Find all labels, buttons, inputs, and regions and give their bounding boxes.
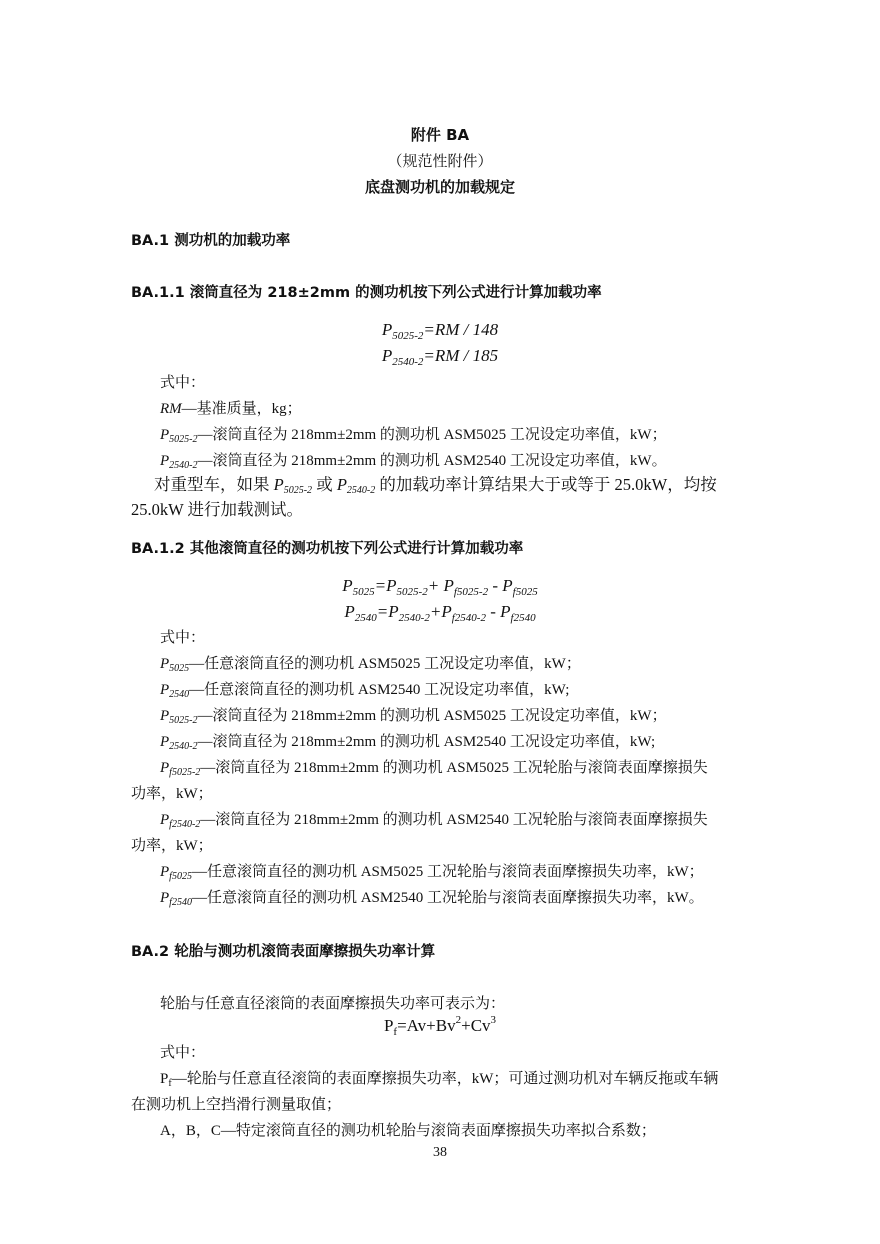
def-p5025-2 xyxy=(160,706,667,726)
def-symbol: P xyxy=(160,453,170,469)
ba2-intro: 轮胎与任意直径滚筒的表面摩擦损失功率可表示为： xyxy=(160,996,506,1012)
page-number: 38 xyxy=(433,1145,447,1160)
def-symbol: P xyxy=(160,656,170,672)
formula-op: = xyxy=(376,602,389,621)
def-p5025 xyxy=(160,654,581,674)
def-text: —基准质量，kg； xyxy=(181,401,302,417)
def-subscript: 5025-2 xyxy=(169,434,198,445)
formula-p5025-2 xyxy=(0,320,880,340)
formula-symbol: P xyxy=(342,576,353,595)
def-text: —滚筒直径为 218mm±2mm 的测功机 ASM5025 工况设定功率值，kW； xyxy=(197,427,667,443)
formula-subscript: 5025 xyxy=(352,586,375,598)
note-text: 对重型车，如果 xyxy=(154,475,274,494)
formula-subscript: f5025 xyxy=(512,586,538,598)
def-pf xyxy=(160,1069,718,1089)
section-ba1-title: BA.1 测功机的加载功率 xyxy=(131,233,291,249)
def-pf5025-2 xyxy=(160,758,708,778)
section-ba11-title: BA.1.1 滚筒直径为 218±2mm 的测功机按下列公式进行计算加载功率 xyxy=(131,285,602,301)
formula-symbol: P xyxy=(344,602,355,621)
heavy-vehicle-note xyxy=(154,475,717,495)
formula-op: + xyxy=(427,576,444,595)
formula-op: - xyxy=(488,576,503,595)
def-subscript: f2540 xyxy=(169,897,192,908)
def-text: —滚筒直径为 218mm±2mm 的测功机 ASM2540 工况设定功率值，kW; xyxy=(197,734,656,750)
formula-p5025 xyxy=(0,576,880,596)
section-ba2-title: BA.2 轮胎与测功机滚筒表面摩擦损失功率计算 xyxy=(131,944,436,960)
formula-symbol: P xyxy=(386,576,397,595)
def-abc: A，B，C—特定滚筒直径的测功机轮胎与滚筒表面摩擦损失功率拟合系数； xyxy=(160,1123,656,1139)
formula-symbol: P xyxy=(500,602,511,621)
formula-rhs: =Av+Bv xyxy=(397,1016,456,1035)
note-symbol: P xyxy=(273,475,284,494)
def-subscript: f5025-2 xyxy=(169,767,201,778)
def-symbol: P xyxy=(160,682,170,698)
def-rm xyxy=(160,399,302,419)
def-text: —任意滚筒直径的测功机 ASM5025 工况轮胎与滚筒表面摩擦损失功率，kW； xyxy=(191,864,704,880)
formula-rhs: =RM / 148 xyxy=(423,320,499,339)
formula-subscript: f xyxy=(393,1026,398,1038)
formula-subscript: 5025-2 xyxy=(396,586,428,598)
section-ba12-title: BA.1.2 其他滚筒直径的测功机按下列公式进行计算加载功率 xyxy=(131,541,524,557)
formula-symbol: P xyxy=(381,346,393,365)
def-subscript: 2540 xyxy=(169,689,190,700)
note-subscript: 2540-2 xyxy=(346,485,376,496)
def-text: —任意滚筒直径的测功机 ASM2540 工况设定功率值，kW; xyxy=(189,682,570,698)
formula-symbol: P xyxy=(443,576,454,595)
def-pf-cont: 在测功机上空挡滑行测量取值； xyxy=(131,1097,342,1113)
formula-subscript: f2540-2 xyxy=(451,612,486,624)
formula-symbol: P xyxy=(502,576,513,595)
formula-subscript: 5025-2 xyxy=(392,330,424,342)
where-label: 式中： xyxy=(160,1045,206,1061)
def-p2540 xyxy=(160,680,569,700)
def-subscript: 5025 xyxy=(169,663,190,674)
formula-subscript: f2540 xyxy=(510,612,536,624)
def-text: —滚筒直径为 218mm±2mm 的测功机 ASM2540 工况设定功率值，kW。 xyxy=(197,453,667,469)
where-label: 式中： xyxy=(160,630,206,646)
formula-rhs: +Cv xyxy=(461,1016,491,1035)
annex-title: 附件 BA xyxy=(410,126,470,144)
def-text: —滚筒直径为 218mm±2mm 的测功机 ASM5025 工况设定功率值，kW； xyxy=(197,708,667,724)
def-pf5025 xyxy=(160,862,704,882)
formula-symbol: P xyxy=(381,320,393,339)
formula-p2540 xyxy=(0,602,880,622)
def-pf2540-2-cont: 功率，kW； xyxy=(131,838,213,854)
formula-subscript: f5025-2 xyxy=(453,586,489,598)
def-symbol: P xyxy=(160,890,170,906)
def-symbol: RM xyxy=(160,401,182,417)
def-subscript: 2540-2 xyxy=(169,460,198,471)
formula-pf xyxy=(0,1016,880,1036)
def-text: —轮胎与任意直径滚筒的表面摩擦损失功率，kW；可通过测功机对车辆反拖或车辆 xyxy=(171,1071,719,1087)
def-symbol: P xyxy=(160,427,170,443)
def-p5025-2 xyxy=(160,425,667,445)
annex-subtitle: （规范性附件） xyxy=(387,152,493,170)
def-subscript: f5025 xyxy=(169,871,192,882)
formula-op: + xyxy=(429,602,442,621)
def-symbol: P xyxy=(160,1071,169,1087)
def-subscript: f xyxy=(168,1078,172,1089)
def-p2540-2 xyxy=(160,732,655,752)
def-symbol: P xyxy=(160,708,170,724)
def-subscript: f2540-2 xyxy=(169,819,201,830)
note-subscript: 5025-2 xyxy=(283,485,313,496)
formula-subscript: 2540-2 xyxy=(398,612,430,624)
formula-symbol: P xyxy=(441,602,452,621)
note-text: 或 xyxy=(312,475,337,494)
def-text: —滚筒直径为 218mm±2mm 的测功机 ASM5025 工况轮胎与滚筒表面摩擦损失 xyxy=(200,760,708,776)
formula-subscript: 2540-2 xyxy=(392,356,424,368)
def-text: —滚筒直径为 218mm±2mm 的测功机 ASM2540 工况轮胎与滚筒表面摩擦损失 xyxy=(200,812,708,828)
formula-rhs: =RM / 185 xyxy=(423,346,499,365)
heavy-vehicle-note-cont: 25.0kW 进行加载测试。 xyxy=(131,500,304,519)
def-pf5025-2-cont: 功率，kW； xyxy=(131,786,213,802)
def-subscript: 5025-2 xyxy=(169,715,198,726)
def-symbol: P xyxy=(160,734,170,750)
formula-superscript: 2 xyxy=(455,1014,462,1026)
formula-symbol: P xyxy=(383,1016,394,1035)
def-text: —任意滚筒直径的测功机 ASM2540 工况轮胎与滚筒表面摩擦损失功率，kW。 xyxy=(191,890,704,906)
def-subscript: 2540-2 xyxy=(169,741,198,752)
def-symbol: P xyxy=(160,864,170,880)
note-symbol: P xyxy=(336,475,347,494)
def-text: —任意滚筒直径的测功机 ASM5025 工况设定功率值，kW； xyxy=(189,656,581,672)
note-text: 的加载功率计算结果大于或等于 25.0kW，均按 xyxy=(375,475,717,494)
where-label: 式中： xyxy=(160,375,206,391)
formula-subscript: 2540 xyxy=(354,612,377,624)
def-p2540-2 xyxy=(160,451,667,471)
annex-heading: 底盘测功机的加载规定 xyxy=(364,178,515,196)
formula-p2540-2 xyxy=(0,346,880,366)
def-pf2540 xyxy=(160,888,704,908)
def-pf2540-2 xyxy=(160,810,708,830)
formula-op: - xyxy=(485,602,501,621)
def-symbol: P xyxy=(160,760,170,776)
formula-op: = xyxy=(374,576,387,595)
formula-symbol: P xyxy=(388,602,399,621)
formula-superscript: 3 xyxy=(490,1014,497,1026)
def-symbol: P xyxy=(160,812,170,828)
